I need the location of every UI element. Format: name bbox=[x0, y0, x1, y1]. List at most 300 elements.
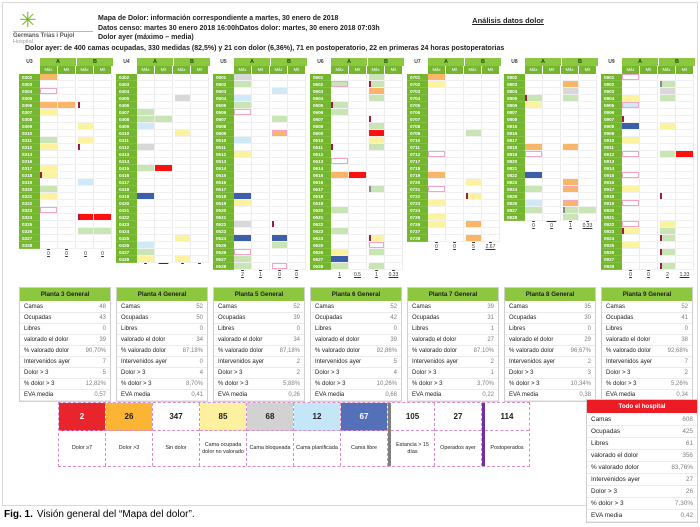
bed-0406-a-max[interactable] bbox=[137, 102, 155, 109]
bed-0322-b-mit[interactable] bbox=[94, 200, 112, 207]
bed-0709-a-mit[interactable] bbox=[446, 130, 464, 137]
bed-0328-b-max[interactable] bbox=[76, 242, 94, 257]
bed-0825-b-max[interactable] bbox=[561, 193, 579, 200]
bed-0901-a-mit[interactable] bbox=[640, 74, 658, 81]
bed-0506-b-mit[interactable] bbox=[288, 109, 306, 116]
bed-0727-b-mit[interactable] bbox=[482, 228, 500, 235]
bed-0626-b-max[interactable] bbox=[367, 249, 385, 256]
bed-0503-a-max[interactable] bbox=[234, 88, 252, 95]
bed-0705-b-mit[interactable] bbox=[482, 102, 500, 109]
bed-0815-b-max[interactable] bbox=[561, 123, 579, 130]
bed-0918-b-max[interactable] bbox=[658, 193, 676, 200]
bed-0824-b-max[interactable] bbox=[561, 186, 579, 193]
bed-0928-a-mit[interactable] bbox=[640, 263, 658, 278]
bed-0912-b-mit[interactable] bbox=[676, 151, 694, 158]
bed-0403-b-max[interactable] bbox=[173, 81, 191, 88]
bed-0918-b-mit[interactable] bbox=[676, 193, 694, 200]
bed-0421-b-mit[interactable] bbox=[191, 207, 209, 214]
bed-0816-a-max[interactable] bbox=[525, 130, 543, 137]
bed-0517-a-mit[interactable] bbox=[252, 186, 270, 193]
bed-0324-a-mit[interactable] bbox=[58, 214, 76, 221]
bed-0628-a-max[interactable] bbox=[331, 263, 349, 278]
bed-0622-b-mit[interactable] bbox=[385, 221, 403, 228]
bed-0818-a-mit[interactable] bbox=[543, 144, 561, 151]
bed-0416-a-max[interactable] bbox=[137, 172, 155, 179]
bed-0522-b-mit[interactable] bbox=[288, 221, 306, 228]
bed-0728-a-mit[interactable] bbox=[446, 235, 464, 250]
bed-0512-b-max[interactable] bbox=[270, 151, 288, 158]
bed-0513-b-mit[interactable] bbox=[288, 158, 306, 165]
bed-0824-a-mit[interactable] bbox=[543, 186, 561, 193]
bed-0503-a-mit[interactable] bbox=[252, 88, 270, 95]
bed-0709-a-max[interactable] bbox=[428, 130, 446, 137]
bed-0424-b-max[interactable] bbox=[173, 228, 191, 235]
bed-0727-b-max[interactable] bbox=[464, 228, 482, 235]
bed-0515-b-max[interactable] bbox=[270, 172, 288, 179]
bed-0614-a-max[interactable] bbox=[331, 165, 349, 172]
bed-0505-a-mit[interactable] bbox=[252, 102, 270, 109]
bed-0409-b-max[interactable] bbox=[173, 123, 191, 130]
bed-0710-b-max[interactable] bbox=[464, 137, 482, 144]
bed-0422-a-max[interactable] bbox=[137, 214, 155, 221]
bed-0719-a-max[interactable] bbox=[428, 172, 446, 179]
bed-0915-a-max[interactable] bbox=[622, 172, 640, 179]
bed-0308-a-mit[interactable] bbox=[58, 116, 76, 123]
bed-0827-a-mit[interactable] bbox=[543, 207, 561, 214]
bed-0706-a-max[interactable] bbox=[428, 109, 446, 116]
bed-0525-b-mit[interactable] bbox=[288, 242, 306, 249]
bed-0611-a-mit[interactable] bbox=[349, 144, 367, 151]
bed-0416-b-max[interactable] bbox=[173, 172, 191, 179]
bed-0507-b-mit[interactable] bbox=[288, 116, 306, 123]
bed-0604-b-max[interactable] bbox=[367, 95, 385, 102]
bed-0605-a-max[interactable] bbox=[331, 102, 349, 109]
bed-0511-a-mit[interactable] bbox=[252, 144, 270, 151]
bed-0512-b-mit[interactable] bbox=[288, 151, 306, 158]
bed-0618-b-max[interactable] bbox=[367, 193, 385, 200]
bed-0613-a-max[interactable] bbox=[331, 158, 349, 165]
bed-0305-a-max[interactable] bbox=[40, 95, 58, 102]
bed-0419-b-mit[interactable] bbox=[191, 193, 209, 200]
bed-0420-a-max[interactable] bbox=[137, 200, 155, 207]
bed-0519-b-mit[interactable] bbox=[288, 200, 306, 207]
bed-0404-a-mit[interactable] bbox=[155, 88, 173, 95]
bed-0415-a-max[interactable] bbox=[137, 165, 155, 172]
bed-0712-a-max[interactable] bbox=[428, 151, 446, 158]
bed-0826-a-mit[interactable] bbox=[543, 200, 561, 207]
bed-0718-a-max[interactable] bbox=[428, 165, 446, 172]
bed-0601-b-mit[interactable] bbox=[385, 74, 403, 81]
bed-0413-b-max[interactable] bbox=[173, 151, 191, 158]
bed-0705-a-max[interactable] bbox=[428, 102, 446, 109]
bed-0514-a-mit[interactable] bbox=[252, 165, 270, 172]
bed-0826-b-mit[interactable] bbox=[579, 200, 597, 207]
bed-0913-a-mit[interactable] bbox=[640, 158, 658, 165]
bed-0526-a-max[interactable] bbox=[234, 249, 252, 256]
bed-0628-b-max[interactable] bbox=[367, 263, 385, 278]
bed-0506-a-mit[interactable] bbox=[252, 109, 270, 116]
bed-0507-a-mit[interactable] bbox=[252, 116, 270, 123]
bed-0407-a-mit[interactable] bbox=[155, 109, 173, 116]
bed-0307-b-mit[interactable] bbox=[94, 109, 112, 116]
bed-0805-b-mit[interactable] bbox=[579, 95, 597, 102]
bed-0816-a-mit[interactable] bbox=[543, 130, 561, 137]
bed-0427-b-max[interactable] bbox=[173, 249, 191, 256]
bed-0709-b-max[interactable] bbox=[464, 130, 482, 137]
bed-0502-a-max[interactable] bbox=[234, 81, 252, 88]
bed-0521-b-mit[interactable] bbox=[288, 214, 306, 221]
bed-0727-a-mit[interactable] bbox=[446, 228, 464, 235]
bed-0510-a-max[interactable] bbox=[234, 137, 252, 144]
bed-0310-b-mit[interactable] bbox=[94, 130, 112, 137]
bed-0508-a-mit[interactable] bbox=[252, 123, 270, 130]
bed-0511-a-max[interactable] bbox=[234, 144, 252, 151]
bed-0924-b-max[interactable] bbox=[658, 235, 676, 242]
bed-0606-a-mit[interactable] bbox=[349, 109, 367, 116]
bed-0514-b-max[interactable] bbox=[270, 165, 288, 172]
bed-0821-a-max[interactable] bbox=[525, 165, 543, 172]
bed-0609-a-max[interactable] bbox=[331, 130, 349, 137]
bed-0426-b-max[interactable] bbox=[173, 242, 191, 249]
bed-0516-b-mit[interactable] bbox=[288, 179, 306, 186]
bed-0826-a-max[interactable] bbox=[525, 200, 543, 207]
bed-0525-a-max[interactable] bbox=[234, 242, 252, 249]
bed-0602-a-max[interactable] bbox=[331, 81, 349, 88]
bed-0323-a-max[interactable] bbox=[40, 207, 58, 214]
bed-0423-b-mit[interactable] bbox=[191, 221, 209, 228]
bed-0616-b-mit[interactable] bbox=[385, 179, 403, 186]
bed-0724-a-mit[interactable] bbox=[446, 207, 464, 214]
bed-0402-b-max[interactable] bbox=[173, 74, 191, 81]
bed-0507-a-max[interactable] bbox=[234, 116, 252, 123]
bed-0613-a-mit[interactable] bbox=[349, 158, 367, 165]
bed-0416-b-mit[interactable] bbox=[191, 172, 209, 179]
bed-0503-b-mit[interactable] bbox=[288, 88, 306, 95]
bed-0411-a-mit[interactable] bbox=[155, 137, 173, 144]
bed-0619-a-max[interactable] bbox=[331, 200, 349, 207]
bed-0903-a-max[interactable] bbox=[622, 88, 640, 95]
bed-0610-a-max[interactable] bbox=[331, 137, 349, 144]
bed-0805-b-max[interactable] bbox=[561, 95, 579, 102]
bed-0310-a-mit[interactable] bbox=[58, 130, 76, 137]
bed-0405-a-mit[interactable] bbox=[155, 95, 173, 102]
bed-0515-b-mit[interactable] bbox=[288, 172, 306, 179]
bed-0515-a-max[interactable] bbox=[234, 172, 252, 179]
bed-0511-b-max[interactable] bbox=[270, 144, 288, 151]
bed-0711-b-max[interactable] bbox=[464, 144, 482, 151]
bed-0808-a-max[interactable] bbox=[525, 116, 543, 123]
bed-0612-a-mit[interactable] bbox=[349, 151, 367, 158]
bed-0526-a-mit[interactable] bbox=[252, 249, 270, 256]
bed-0913-a-max[interactable] bbox=[622, 158, 640, 165]
bed-0305-b-max[interactable] bbox=[76, 95, 94, 102]
bed-0724-b-max[interactable] bbox=[464, 207, 482, 214]
bed-0804-a-mit[interactable] bbox=[543, 88, 561, 95]
bed-0926-b-max[interactable] bbox=[658, 249, 676, 256]
bed-0423-a-mit[interactable] bbox=[155, 221, 173, 228]
bed-0310-a-max[interactable] bbox=[40, 130, 58, 137]
bed-0620-a-max[interactable] bbox=[331, 207, 349, 214]
bed-0622-b-max[interactable] bbox=[367, 221, 385, 228]
bed-0602-a-mit[interactable] bbox=[349, 81, 367, 88]
bed-0709-b-mit[interactable] bbox=[482, 130, 500, 137]
bed-0924-a-mit[interactable] bbox=[640, 235, 658, 242]
bed-0602-b-mit[interactable] bbox=[385, 81, 403, 88]
bed-0721-b-mit[interactable] bbox=[482, 186, 500, 193]
bed-0511-b-mit[interactable] bbox=[288, 144, 306, 151]
bed-0927-a-mit[interactable] bbox=[640, 256, 658, 263]
bed-0306-a-mit[interactable] bbox=[58, 102, 76, 109]
bed-0409-b-mit[interactable] bbox=[191, 123, 209, 130]
bed-0712-b-mit[interactable] bbox=[482, 151, 500, 158]
bed-0410-a-mit[interactable] bbox=[155, 130, 173, 137]
bed-0325-b-mit[interactable] bbox=[94, 221, 112, 228]
bed-0417-b-max[interactable] bbox=[173, 179, 191, 186]
bed-0726-b-mit[interactable] bbox=[482, 221, 500, 228]
bed-0710-a-mit[interactable] bbox=[446, 137, 464, 144]
bed-0907-a-mit[interactable] bbox=[640, 116, 658, 123]
bed-0710-a-max[interactable] bbox=[428, 137, 446, 144]
bed-0410-a-max[interactable] bbox=[137, 130, 155, 137]
bed-0326-b-mit[interactable] bbox=[94, 228, 112, 235]
bed-0803-a-mit[interactable] bbox=[543, 81, 561, 88]
bed-0619-a-mit[interactable] bbox=[349, 200, 367, 207]
bed-0425-a-mit[interactable] bbox=[155, 235, 173, 242]
bed-0326-b-max[interactable] bbox=[76, 228, 94, 235]
bed-0721-a-mit[interactable] bbox=[446, 186, 464, 193]
bed-0519-b-max[interactable] bbox=[270, 200, 288, 207]
bed-0816-b-max[interactable] bbox=[561, 130, 579, 137]
bed-0603-a-mit[interactable] bbox=[349, 88, 367, 95]
bed-0626-b-mit[interactable] bbox=[385, 249, 403, 256]
bed-0509-b-max[interactable] bbox=[270, 130, 288, 137]
bed-0520-b-mit[interactable] bbox=[288, 207, 306, 214]
bed-0324-b-mit[interactable] bbox=[94, 214, 112, 221]
bed-0805-a-mit[interactable] bbox=[543, 95, 561, 102]
bed-0510-b-mit[interactable] bbox=[288, 137, 306, 144]
bed-0707-a-max[interactable] bbox=[428, 116, 446, 123]
bed-0604-b-mit[interactable] bbox=[385, 95, 403, 102]
bed-0806-b-max[interactable] bbox=[561, 102, 579, 109]
bed-0708-a-mit[interactable] bbox=[446, 123, 464, 130]
bed-0405-a-max[interactable] bbox=[137, 95, 155, 102]
bed-0308-a-max[interactable] bbox=[40, 116, 58, 123]
bed-0627-b-max[interactable] bbox=[367, 256, 385, 263]
bed-0919-a-max[interactable] bbox=[622, 200, 640, 207]
bed-0306-b-mit[interactable] bbox=[94, 102, 112, 109]
bed-0426-a-mit[interactable] bbox=[155, 242, 173, 249]
bed-0623-a-max[interactable] bbox=[331, 228, 349, 235]
bed-0617-b-max[interactable] bbox=[367, 186, 385, 193]
bed-0520-b-max[interactable] bbox=[270, 207, 288, 214]
bed-0703-a-mit[interactable] bbox=[446, 88, 464, 95]
bed-0723-b-mit[interactable] bbox=[482, 200, 500, 207]
bed-0701-a-mit[interactable] bbox=[446, 74, 464, 81]
bed-0918-a-max[interactable] bbox=[622, 193, 640, 200]
bed-0803-b-mit[interactable] bbox=[579, 81, 597, 88]
bed-0525-b-max[interactable] bbox=[270, 242, 288, 249]
bed-0424-b-mit[interactable] bbox=[191, 228, 209, 235]
bed-0621-b-mit[interactable] bbox=[385, 214, 403, 221]
bed-0719-a-mit[interactable] bbox=[446, 172, 464, 179]
bed-0516-a-mit[interactable] bbox=[252, 179, 270, 186]
bed-0527-b-max[interactable] bbox=[270, 256, 288, 263]
bed-0527-a-mit[interactable] bbox=[252, 256, 270, 263]
bed-0503-b-max[interactable] bbox=[270, 88, 288, 95]
bed-0326-a-max[interactable] bbox=[40, 228, 58, 235]
bed-0821-a-mit[interactable] bbox=[543, 165, 561, 172]
bed-0418-a-max[interactable] bbox=[137, 186, 155, 193]
bed-0404-a-max[interactable] bbox=[137, 88, 155, 95]
bed-0920-b-mit[interactable] bbox=[676, 207, 694, 214]
bed-0417-b-mit[interactable] bbox=[191, 179, 209, 186]
bed-0513-b-max[interactable] bbox=[270, 158, 288, 165]
bed-0905-b-max[interactable] bbox=[658, 102, 676, 109]
bed-0712-b-max[interactable] bbox=[464, 151, 482, 158]
bed-0513-a-max[interactable] bbox=[234, 158, 252, 165]
bed-0819-a-mit[interactable] bbox=[543, 151, 561, 158]
bed-0324-a-max[interactable] bbox=[40, 214, 58, 221]
bed-0703-a-max[interactable] bbox=[428, 88, 446, 95]
bed-0922-a-max[interactable] bbox=[622, 221, 640, 228]
bed-0909-a-mit[interactable] bbox=[640, 130, 658, 137]
bed-0414-a-mit[interactable] bbox=[155, 158, 173, 165]
bed-0320-a-max[interactable] bbox=[40, 186, 58, 193]
bed-0710-b-mit[interactable] bbox=[482, 137, 500, 144]
bed-0623-a-mit[interactable] bbox=[349, 228, 367, 235]
bed-0905-b-mit[interactable] bbox=[676, 102, 694, 109]
bed-0708-b-max[interactable] bbox=[464, 123, 482, 130]
bed-0926-b-mit[interactable] bbox=[676, 249, 694, 256]
bed-0422-b-mit[interactable] bbox=[191, 214, 209, 221]
bed-0817-b-max[interactable] bbox=[561, 137, 579, 144]
bed-0904-b-mit[interactable] bbox=[676, 95, 694, 102]
bed-0319-a-mit[interactable] bbox=[58, 179, 76, 186]
bed-0607-b-mit[interactable] bbox=[385, 116, 403, 123]
bed-0517-a-max[interactable] bbox=[234, 186, 252, 193]
bed-0427-a-mit[interactable] bbox=[155, 249, 173, 256]
bed-0917-b-mit[interactable] bbox=[676, 186, 694, 193]
bed-0402-a-max[interactable] bbox=[137, 74, 155, 81]
bed-0906-a-mit[interactable] bbox=[640, 109, 658, 116]
bed-0513-a-mit[interactable] bbox=[252, 158, 270, 165]
bed-0304-a-mit[interactable] bbox=[58, 88, 76, 95]
bed-0411-b-max[interactable] bbox=[173, 137, 191, 144]
bed-0411-a-max[interactable] bbox=[137, 137, 155, 144]
bed-0423-b-max[interactable] bbox=[173, 221, 191, 228]
bed-0523-a-max[interactable] bbox=[234, 228, 252, 235]
bed-0815-b-mit[interactable] bbox=[579, 123, 597, 130]
bed-0827-b-mit[interactable] bbox=[579, 207, 597, 214]
bed-0521-b-max[interactable] bbox=[270, 214, 288, 221]
bed-0825-b-mit[interactable] bbox=[579, 193, 597, 200]
bed-0928-b-max[interactable] bbox=[658, 263, 676, 278]
bed-0324-b-max[interactable] bbox=[76, 214, 94, 221]
bed-0306-b-max[interactable] bbox=[76, 102, 94, 109]
bed-0828-b-max[interactable] bbox=[561, 214, 579, 229]
bed-0406-b-mit[interactable] bbox=[191, 102, 209, 109]
bed-0309-a-max[interactable] bbox=[40, 123, 58, 130]
bed-0505-b-mit[interactable] bbox=[288, 102, 306, 109]
bed-0510-b-max[interactable] bbox=[270, 137, 288, 144]
bed-0919-b-max[interactable] bbox=[658, 200, 676, 207]
bed-0711-b-mit[interactable] bbox=[482, 144, 500, 151]
bed-0502-a-mit[interactable] bbox=[252, 81, 270, 88]
bed-0907-b-mit[interactable] bbox=[676, 116, 694, 123]
bed-0413-b-mit[interactable] bbox=[191, 151, 209, 158]
bed-0403-b-mit[interactable] bbox=[191, 81, 209, 88]
bed-0409-a-mit[interactable] bbox=[155, 123, 173, 130]
bed-0306-a-max[interactable] bbox=[40, 102, 58, 109]
bed-0310-b-max[interactable] bbox=[76, 130, 94, 137]
bed-0918-a-mit[interactable] bbox=[640, 193, 658, 200]
bed-0409-a-max[interactable] bbox=[137, 123, 155, 130]
bed-0415-a-mit[interactable] bbox=[155, 165, 173, 172]
bed-0816-b-mit[interactable] bbox=[579, 130, 597, 137]
bed-0625-a-mit[interactable] bbox=[349, 242, 367, 249]
bed-0824-b-mit[interactable] bbox=[579, 186, 597, 193]
bed-0717-a-max[interactable] bbox=[428, 158, 446, 165]
bed-0916-b-max[interactable] bbox=[658, 179, 676, 186]
bed-0421-b-max[interactable] bbox=[173, 207, 191, 214]
bed-0509-b-mit[interactable] bbox=[288, 130, 306, 137]
bed-0827-a-max[interactable] bbox=[525, 207, 543, 214]
bed-0509-a-mit[interactable] bbox=[252, 130, 270, 137]
bed-0924-b-mit[interactable] bbox=[676, 235, 694, 242]
bed-0601-a-mit[interactable] bbox=[349, 74, 367, 81]
bed-0527-b-mit[interactable] bbox=[288, 256, 306, 263]
bed-0426-a-max[interactable] bbox=[137, 242, 155, 249]
bed-0706-a-mit[interactable] bbox=[446, 109, 464, 116]
bed-0305-a-mit[interactable] bbox=[58, 95, 76, 102]
bed-0625-b-mit[interactable] bbox=[385, 242, 403, 249]
bed-0923-b-max[interactable] bbox=[658, 228, 676, 235]
bed-0421-a-max[interactable] bbox=[137, 207, 155, 214]
bed-0407-b-max[interactable] bbox=[173, 109, 191, 116]
bed-0509-a-max[interactable] bbox=[234, 130, 252, 137]
bed-0725-b-max[interactable] bbox=[464, 214, 482, 221]
bed-0508-a-max[interactable] bbox=[234, 123, 252, 130]
bed-0912-a-max[interactable] bbox=[622, 151, 640, 158]
bed-0725-b-mit[interactable] bbox=[482, 214, 500, 221]
bed-0919-a-mit[interactable] bbox=[640, 200, 658, 207]
bed-0412-b-max[interactable] bbox=[173, 144, 191, 151]
bed-0727-a-max[interactable] bbox=[428, 228, 446, 235]
bed-0817-b-mit[interactable] bbox=[579, 137, 597, 144]
bed-0601-a-max[interactable] bbox=[331, 74, 349, 81]
bed-0609-b-max[interactable] bbox=[367, 130, 385, 137]
bed-0915-a-mit[interactable] bbox=[640, 172, 658, 179]
bed-0607-a-mit[interactable] bbox=[349, 116, 367, 123]
bed-0721-a-max[interactable] bbox=[428, 186, 446, 193]
bed-0418-b-max[interactable] bbox=[173, 186, 191, 193]
bed-0825-a-max[interactable] bbox=[525, 193, 543, 200]
bed-0617-b-mit[interactable] bbox=[385, 186, 403, 193]
bed-0418-a-mit[interactable] bbox=[155, 186, 173, 193]
bed-0408-b-mit[interactable] bbox=[191, 116, 209, 123]
bed-0407-b-mit[interactable] bbox=[191, 109, 209, 116]
bed-0711-a-mit[interactable] bbox=[446, 144, 464, 151]
bed-0828-a-max[interactable] bbox=[525, 214, 543, 229]
bed-0818-b-max[interactable] bbox=[561, 144, 579, 151]
bed-0826-b-max[interactable] bbox=[561, 200, 579, 207]
bed-0728-b-mit[interactable] bbox=[482, 235, 500, 250]
bed-0919-b-mit[interactable] bbox=[676, 200, 694, 207]
bed-0808-a-mit[interactable] bbox=[543, 116, 561, 123]
bed-0603-b-max[interactable] bbox=[367, 88, 385, 95]
bed-0603-a-max[interactable] bbox=[331, 88, 349, 95]
bed-0406-a-mit[interactable] bbox=[155, 102, 173, 109]
